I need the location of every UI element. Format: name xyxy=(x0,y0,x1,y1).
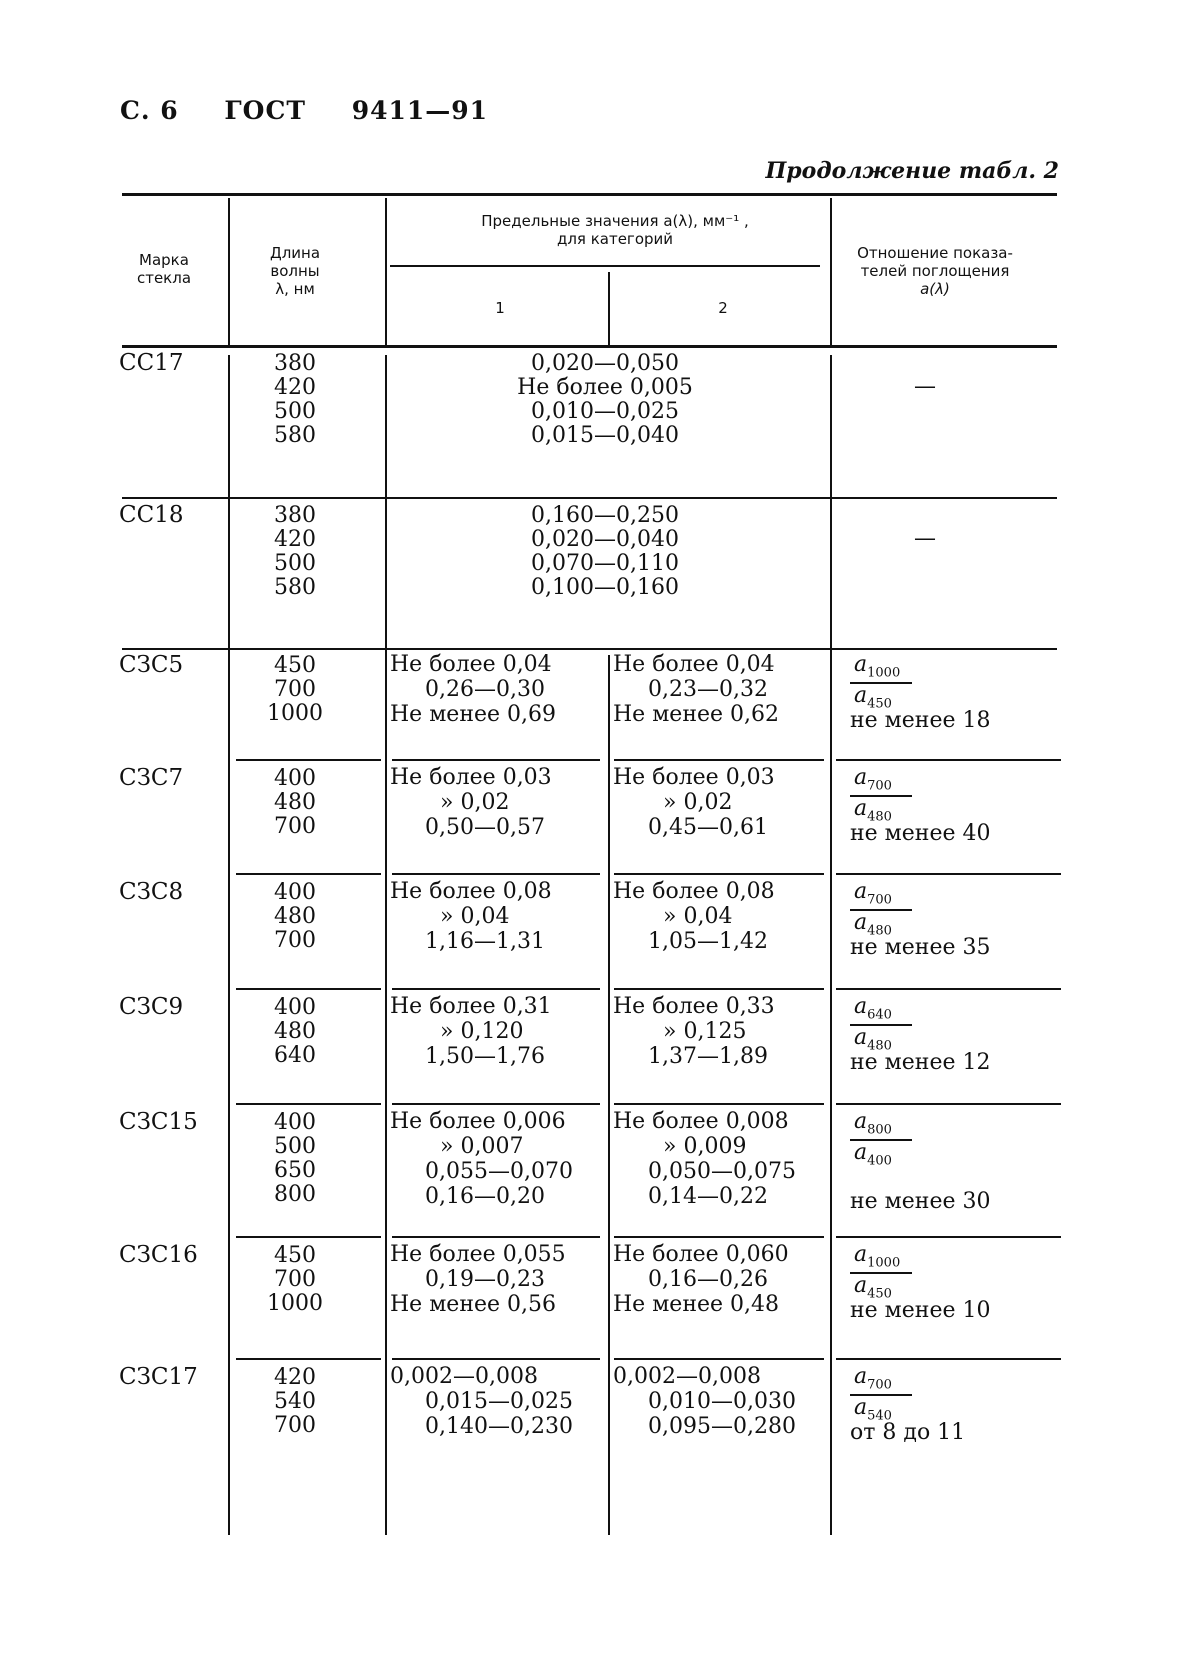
wavelength-value: 400 xyxy=(274,880,316,905)
table-rule xyxy=(836,873,1061,875)
limit-value: 0,45—0,61 xyxy=(648,815,768,840)
limit-value: Не более 0,08 xyxy=(390,879,552,904)
glass-mark: СЗС9 xyxy=(119,994,184,1020)
wavelength-value: 400 xyxy=(274,766,316,791)
table-rule xyxy=(392,1236,600,1238)
header-mark xyxy=(118,251,210,287)
glass-mark: СЗС16 xyxy=(119,1242,198,1268)
limit-value: Не менее 0,48 xyxy=(613,1292,780,1317)
limit-value: » 0,04 xyxy=(663,904,733,929)
wavelength-value: 800 xyxy=(274,1182,316,1207)
ratio-denominator: $a_{480}$ xyxy=(854,910,892,939)
limit-value: Не более 0,03 xyxy=(390,765,552,790)
limit-value: Не более 0,008 xyxy=(613,1109,789,1134)
table-rule xyxy=(392,1358,600,1360)
header-mark-line: Марка xyxy=(139,251,189,269)
limit-value: » 0,125 xyxy=(663,1019,747,1044)
limit-value: Не более 0,33 xyxy=(613,994,775,1019)
wavelength-cell xyxy=(230,881,360,953)
ratio-numerator: $a_{700}$ xyxy=(854,879,892,908)
ratio-denominator: $a_{450}$ xyxy=(854,1273,892,1302)
limit-value: Не менее 0,62 xyxy=(613,702,780,727)
page-number: С. 6 xyxy=(120,96,179,125)
limit-value: Не более 0,31 xyxy=(390,994,552,1019)
table-rule xyxy=(122,345,1057,348)
table-rule xyxy=(614,1236,824,1238)
limit-value: » 0,009 xyxy=(663,1134,747,1159)
ratio-denominator: $a_{450}$ xyxy=(854,683,892,712)
limit-value: 0,16—0,26 xyxy=(648,1267,768,1292)
limit-value: 0,070—0,110 xyxy=(531,551,679,576)
glass-mark: СЗС8 xyxy=(119,879,184,905)
table-rule xyxy=(122,193,1057,196)
limit-value: » 0,120 xyxy=(440,1019,524,1044)
ratio-numerator: $a_{700}$ xyxy=(854,765,892,794)
glass-mark: СС18 xyxy=(119,502,184,528)
header-ratio-line: телей поглощения xyxy=(860,262,1010,280)
header-wavelength-line: λ, нм xyxy=(275,280,315,298)
wavelength-value: 650 xyxy=(274,1158,316,1183)
ratio-condition: не менее 30 xyxy=(850,1189,991,1214)
wavelength-value: 500 xyxy=(274,399,316,424)
standard-name: ГОСТ xyxy=(224,96,306,125)
header-limits-line: для категорий xyxy=(556,230,674,248)
limit-value: Не менее 0,69 xyxy=(390,702,557,727)
limit-value: Не более 0,03 xyxy=(613,765,775,790)
wavelength-value: 540 xyxy=(274,1389,316,1414)
limit-value: 0,010—0,025 xyxy=(531,399,679,424)
table-rule xyxy=(236,1358,381,1360)
wavelength-value: 480 xyxy=(274,1019,316,1044)
ratio-denominator: $a_{540}$ xyxy=(854,1395,892,1424)
limit-value: Не более 0,055 xyxy=(390,1242,566,1267)
wavelength-value: 450 xyxy=(274,1243,316,1268)
header-wavelength-line: Длина xyxy=(269,244,321,262)
wavelength-value: 450 xyxy=(274,653,316,678)
wavelength-value: 580 xyxy=(274,575,316,600)
wavelength-value: 480 xyxy=(274,790,316,815)
limit-value: Не более 0,04 xyxy=(390,652,552,677)
wavelength-value: 1000 xyxy=(267,701,323,726)
wavelength-cell xyxy=(230,654,360,726)
merged-limits-cell xyxy=(385,352,825,448)
wavelength-cell xyxy=(230,1111,360,1207)
wavelength-cell xyxy=(230,352,360,448)
header-category-1: 1 xyxy=(495,299,505,317)
table-rule xyxy=(236,988,381,990)
ratio-numerator: $a_{640}$ xyxy=(854,994,892,1023)
limit-value: 0,015—0,025 xyxy=(425,1389,573,1414)
table-rule xyxy=(392,1103,600,1105)
table-rule xyxy=(614,1103,824,1105)
table-rule xyxy=(836,1103,1061,1105)
wavelength-value: 380 xyxy=(274,503,316,528)
limit-value: 1,50—1,76 xyxy=(425,1044,545,1069)
wavelength-value: 700 xyxy=(274,677,316,702)
ratio-numerator: $a_{1000}$ xyxy=(854,1242,901,1271)
limit-value: 0,14—0,22 xyxy=(648,1184,768,1209)
wavelength-value: 380 xyxy=(274,351,316,376)
limit-value: 0,015—0,040 xyxy=(531,423,679,448)
header-wavelength xyxy=(240,244,350,298)
ratio-denominator: $a_{480}$ xyxy=(854,796,892,825)
limit-value: Не более 0,04 xyxy=(613,652,775,677)
table-rule xyxy=(836,759,1061,761)
ratio-condition: не менее 10 xyxy=(850,1298,991,1323)
limit-value: » 0,007 xyxy=(440,1134,524,1159)
wavelength-value: 700 xyxy=(274,928,316,953)
column-divider xyxy=(608,655,610,1535)
column-divider xyxy=(385,198,387,345)
limit-value: 0,002—0,008 xyxy=(613,1364,761,1389)
wavelength-cell xyxy=(230,1366,360,1438)
limit-value: 0,002—0,008 xyxy=(390,1364,538,1389)
wavelength-value: 400 xyxy=(274,1110,316,1135)
header-limits xyxy=(395,212,835,248)
column-divider xyxy=(228,198,230,345)
ratio-condition: не менее 40 xyxy=(850,821,991,846)
limit-value: 1,05—1,42 xyxy=(648,929,768,954)
limit-value: 0,055—0,070 xyxy=(425,1159,573,1184)
ratio-dash: — xyxy=(914,374,936,399)
header-ratio-line: a(λ) xyxy=(920,280,950,298)
limit-value: 0,26—0,30 xyxy=(425,677,545,702)
header-ratio xyxy=(835,244,1035,298)
wavelength-value: 640 xyxy=(274,1043,316,1068)
limit-value: Не более 0,005 xyxy=(517,375,693,400)
limit-value: 0,100—0,160 xyxy=(531,575,679,600)
ratio-condition: от 8 до 11 xyxy=(850,1420,966,1445)
ratio-dash: — xyxy=(914,526,936,551)
table-rule xyxy=(122,648,1057,650)
header-wavelength-line: волны xyxy=(270,262,320,280)
glass-mark: СЗС15 xyxy=(119,1109,198,1135)
wavelength-value: 500 xyxy=(274,1134,316,1159)
limit-value: 1,37—1,89 xyxy=(648,1044,768,1069)
glass-mark: СЗС5 xyxy=(119,652,184,678)
table-rule xyxy=(236,1236,381,1238)
table-rule xyxy=(836,988,1061,990)
table-rule xyxy=(614,759,824,761)
wavelength-value: 400 xyxy=(274,995,316,1020)
wavelength-value: 580 xyxy=(274,423,316,448)
table-rule xyxy=(122,497,1057,499)
wavelength-cell xyxy=(230,996,360,1068)
limit-value: 0,16—0,20 xyxy=(425,1184,545,1209)
wavelength-value: 700 xyxy=(274,814,316,839)
ratio-condition: не менее 12 xyxy=(850,1050,991,1075)
wavelength-value: 1000 xyxy=(267,1291,323,1316)
limit-value: » 0,02 xyxy=(440,790,510,815)
ratio-numerator: $a_{800}$ xyxy=(854,1109,892,1138)
limit-value: 0,095—0,280 xyxy=(648,1414,796,1439)
wavelength-value: 700 xyxy=(274,1413,316,1438)
table-rule xyxy=(392,988,600,990)
limit-value: 0,19—0,23 xyxy=(425,1267,545,1292)
ratio-denominator: $a_{480}$ xyxy=(854,1025,892,1054)
limit-value: 0,50—0,57 xyxy=(425,815,545,840)
standard-number: 9411—91 xyxy=(351,96,489,125)
limit-value: Не более 0,08 xyxy=(613,879,775,904)
table-rule xyxy=(236,873,381,875)
wavelength-cell xyxy=(230,504,360,600)
table-rule xyxy=(390,265,820,267)
ratio-numerator: $a_{700}$ xyxy=(854,1364,892,1393)
table-rule xyxy=(614,988,824,990)
table-rule xyxy=(836,1358,1061,1360)
table-rule xyxy=(392,873,600,875)
limit-value: » 0,04 xyxy=(440,904,510,929)
limit-value: » 0,02 xyxy=(663,790,733,815)
wavelength-value: 420 xyxy=(274,527,316,552)
wavelength-value: 700 xyxy=(274,1267,316,1292)
limit-value: 0,23—0,32 xyxy=(648,677,768,702)
table-rule xyxy=(836,1236,1061,1238)
limit-value: 0,050—0,075 xyxy=(648,1159,796,1184)
table-continuation-label: Продолжение табл. 2 xyxy=(765,158,1059,184)
ratio-numerator: $a_{1000}$ xyxy=(854,652,901,681)
limit-value: 0,160—0,250 xyxy=(531,503,679,528)
merged-limits-cell xyxy=(385,504,825,600)
wavelength-value: 420 xyxy=(274,1365,316,1390)
wavelength-value: 500 xyxy=(274,551,316,576)
table-rule xyxy=(614,873,824,875)
header-ratio-line: Отношение показа- xyxy=(857,244,1013,262)
table-rule xyxy=(236,1103,381,1105)
header-mark-line: стекла xyxy=(136,269,192,287)
limit-value: 0,020—0,050 xyxy=(531,351,679,376)
glass-mark: СЗС17 xyxy=(119,1364,198,1390)
limit-value: 1,16—1,31 xyxy=(425,929,545,954)
header-limits-line: Предельные значения a(λ), мм⁻¹ , xyxy=(481,212,749,230)
limit-value: Не более 0,060 xyxy=(613,1242,789,1267)
table-rule xyxy=(614,1358,824,1360)
header-category-2: 2 xyxy=(718,299,728,317)
limit-value: Не более 0,006 xyxy=(390,1109,566,1134)
wavelength-cell xyxy=(230,767,360,839)
ratio-denominator: $a_{400}$ xyxy=(854,1140,892,1169)
table-rule xyxy=(392,759,600,761)
limit-value: 0,010—0,030 xyxy=(648,1389,796,1414)
limit-value: Не менее 0,56 xyxy=(390,1292,557,1317)
ratio-condition: не менее 35 xyxy=(850,935,991,960)
wavelength-value: 480 xyxy=(274,904,316,929)
limit-value: 0,140—0,230 xyxy=(425,1414,573,1439)
glass-mark: СЗС7 xyxy=(119,765,184,791)
page-header xyxy=(120,96,524,125)
limit-value: 0,020—0,040 xyxy=(531,527,679,552)
table-rule xyxy=(236,759,381,761)
glass-mark: СС17 xyxy=(119,350,184,376)
wavelength-value: 420 xyxy=(274,375,316,400)
ratio-condition: не менее 18 xyxy=(850,708,991,733)
wavelength-cell xyxy=(230,1244,360,1316)
